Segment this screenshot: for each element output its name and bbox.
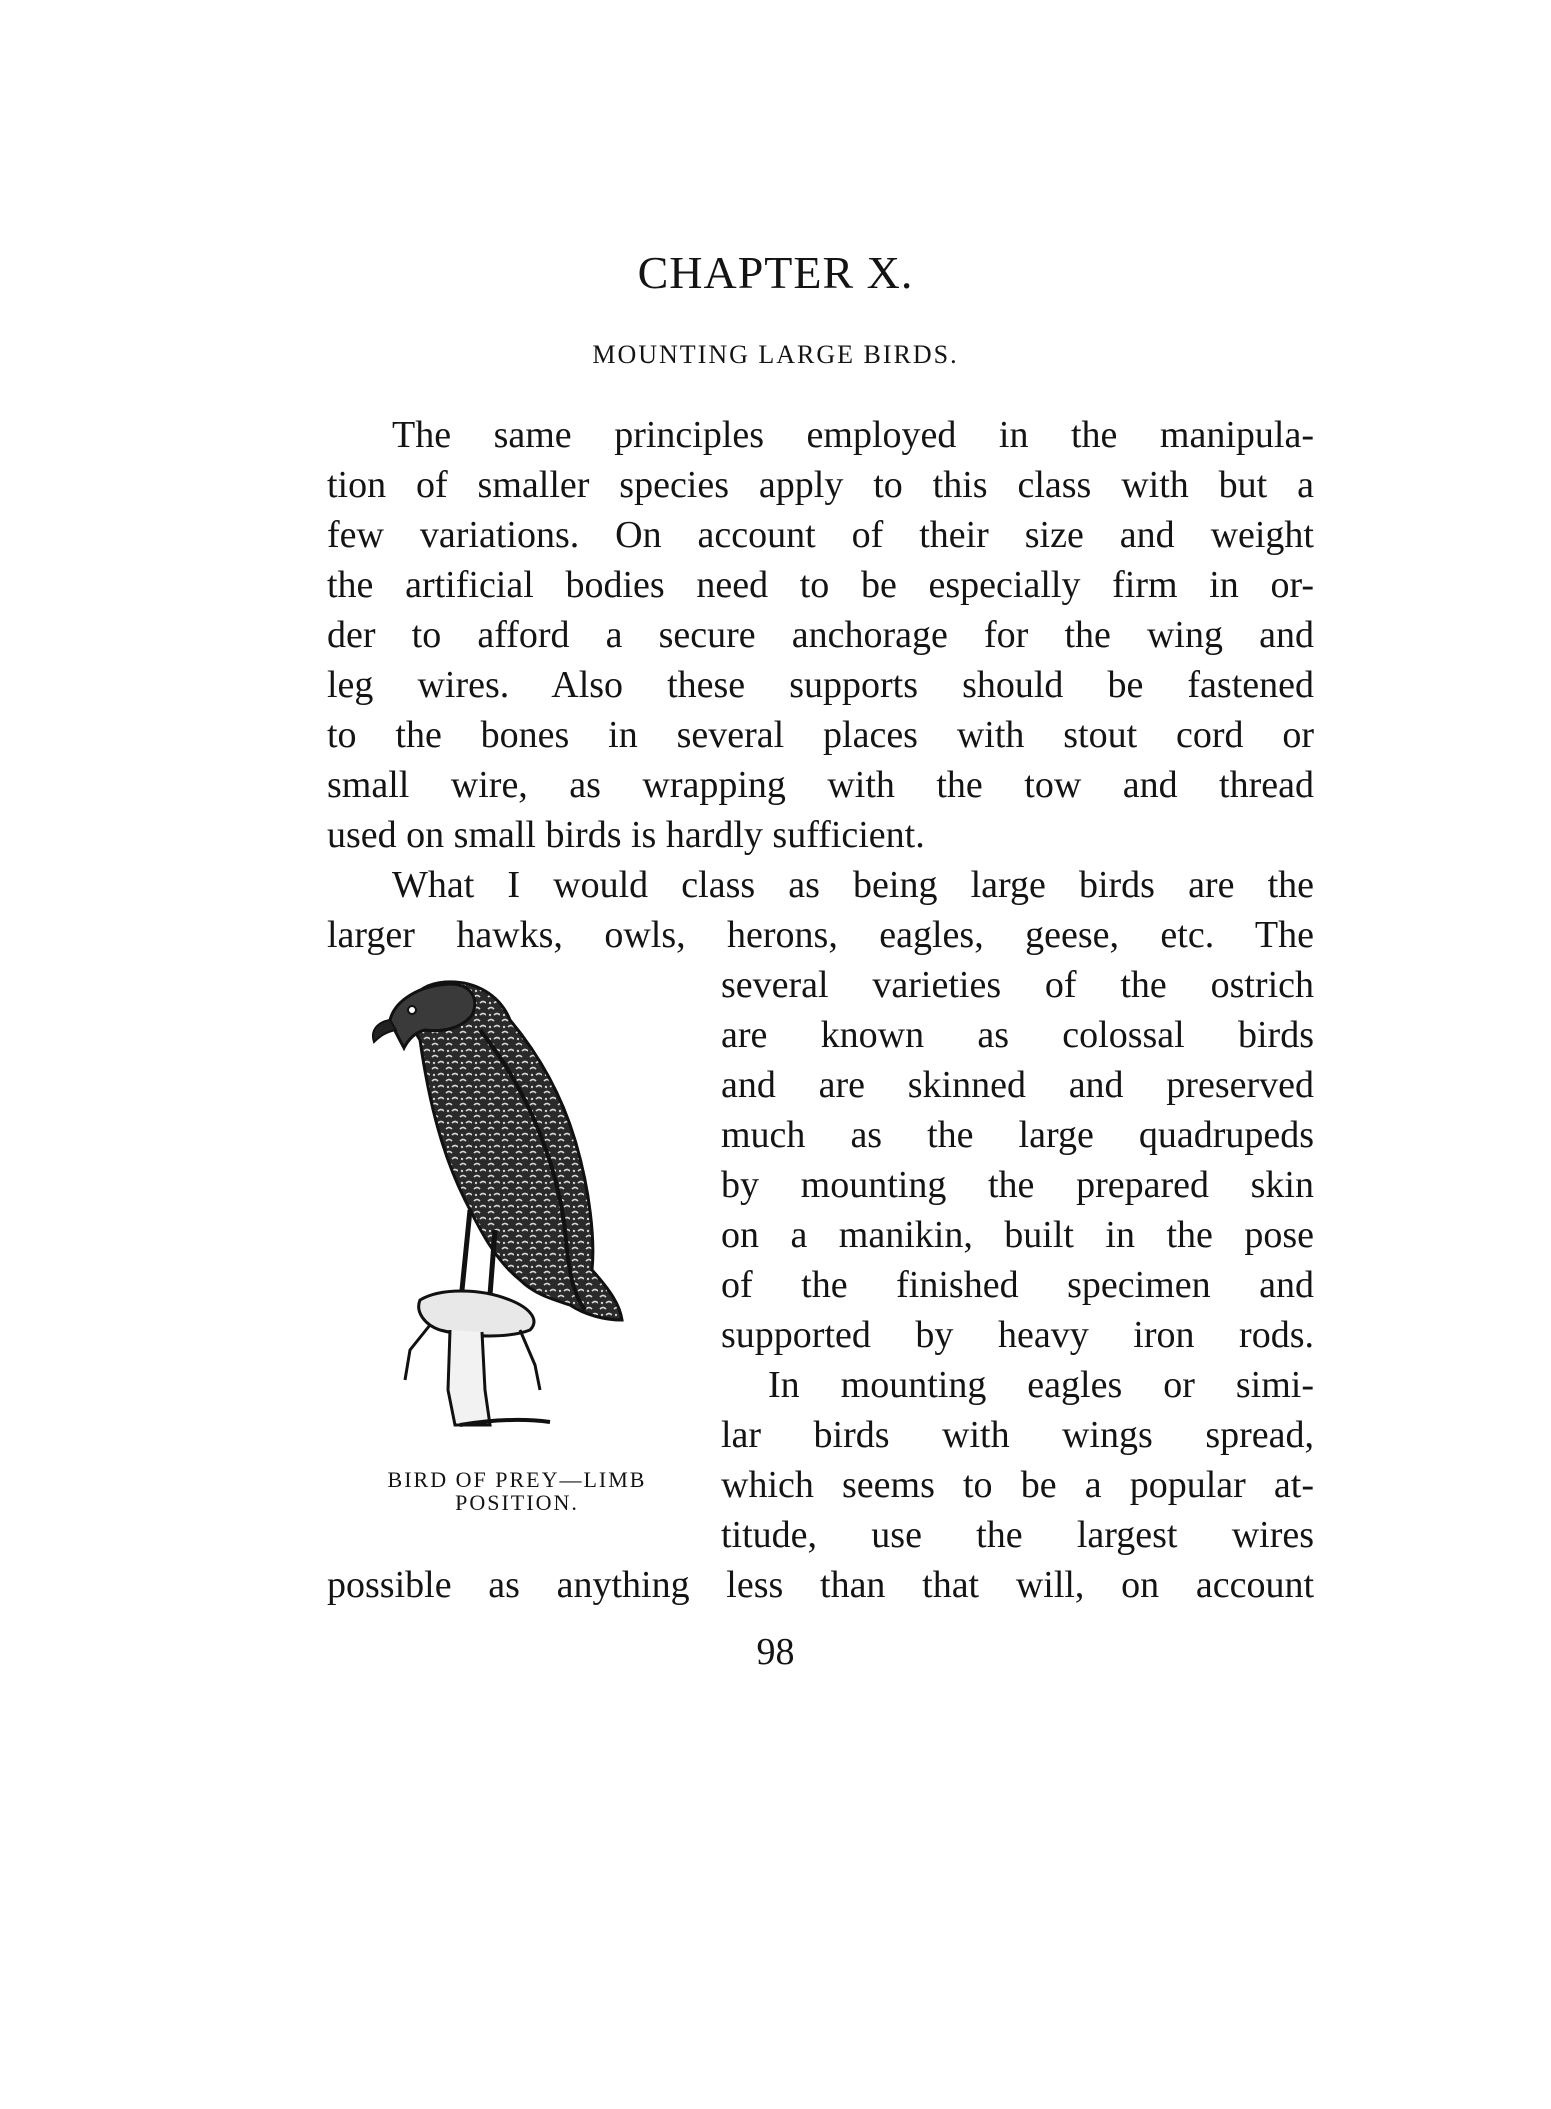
text-line: which seems to be a popular at- [721,1464,1314,1506]
text-line: several varieties of the ostrich [721,964,1314,1006]
text-line: on a manikin, built in the pose [721,1214,1314,1256]
text-line: tion of smaller species apply to this class with but a [327,464,1314,506]
text-line: much as the large quadrupeds [721,1114,1314,1156]
page-number: 98 [756,1631,795,1673]
figure-caption-line-1: BIRD OF PREY—LIMB [387,1467,647,1492]
text-line: to the bones in several places with stout cord or [327,714,1314,756]
text-line: der to afford a secure anchorage for the wing and [327,614,1314,656]
bird-of-prey-illustration [360,970,690,1445]
text-line: used on small birds is hardly sufficient. [327,814,925,856]
chapter-title: CHAPTER X. [637,247,914,298]
text-line: by mounting the prepared skin [721,1164,1314,1206]
text-line: are known as colossal birds [721,1014,1314,1056]
text-line: small wire, as wrapping with the tow and thread [327,764,1314,806]
figure-caption-line-2: POSITION. [455,1490,579,1515]
text-line: and are skinned and preserved [721,1064,1314,1106]
text-line: the artificial bodies need to be especially firm in or- [327,564,1314,606]
text-line: supported by heavy iron rods. [721,1314,1314,1356]
text-line: lar birds with wings spread, [721,1414,1314,1456]
text-line: In mounting eagles or simi- [768,1364,1314,1406]
text-line: possible as anything less than that will, on account [327,1564,1314,1606]
text-line: of the finished specimen and [721,1264,1314,1306]
text-line: few variations. On account of their size and weight [327,514,1314,556]
text-line: leg wires. Also these supports should be fastened [327,664,1314,706]
section-title: MOUNTING LARGE BIRDS. [592,340,959,369]
text-line: titude, use the largest wires [721,1514,1314,1556]
text-line: The same principles employed in the manipula- [392,414,1314,456]
text-line: What I would class as being large birds are the [392,864,1314,906]
text-line: larger hawks, owls, herons, eagles, geese, etc. The [327,914,1314,956]
